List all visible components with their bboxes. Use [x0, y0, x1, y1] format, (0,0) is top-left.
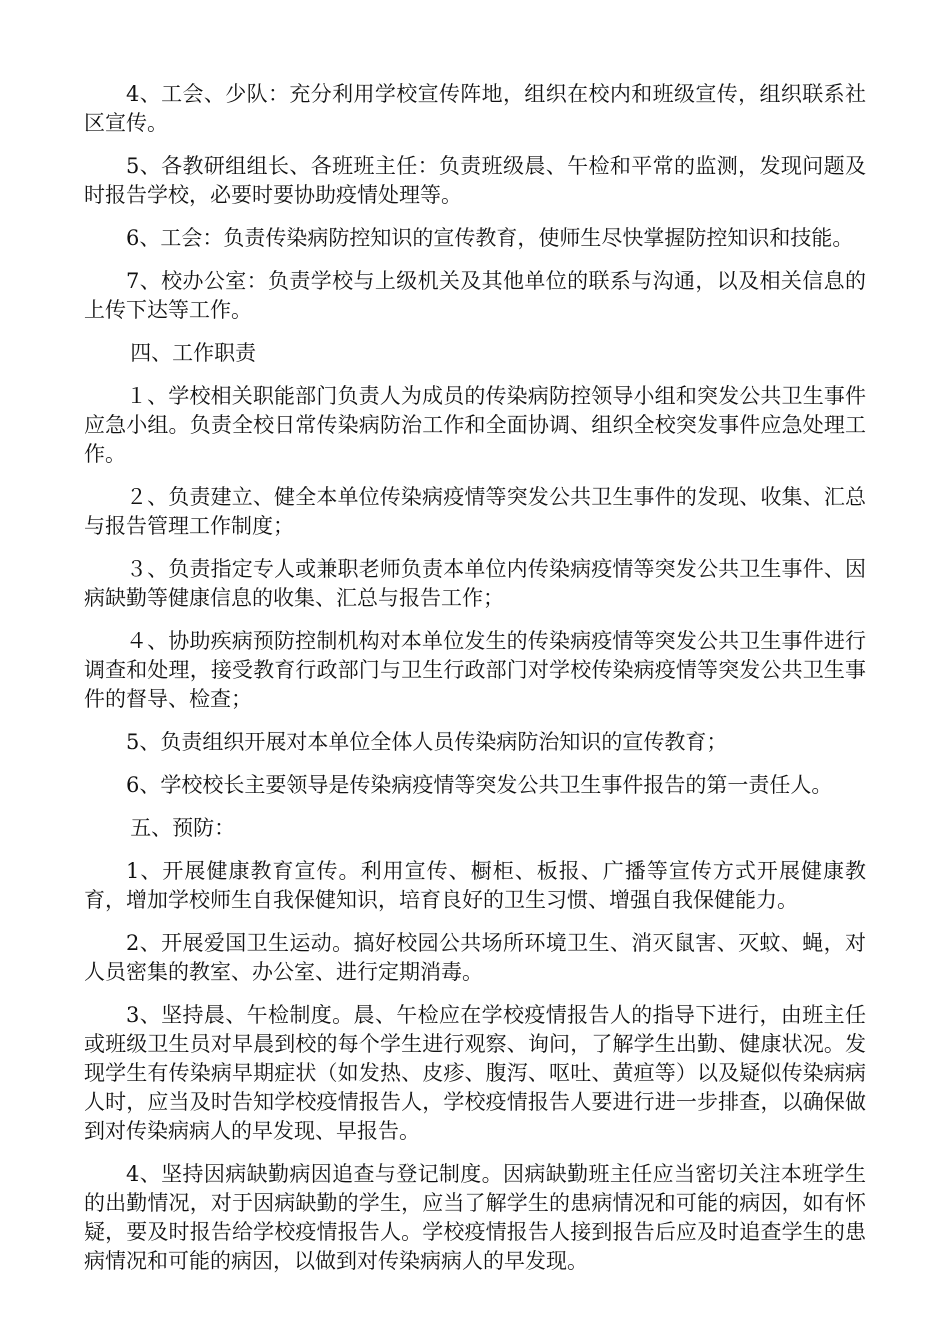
prevention-item-3: 3、坚持晨、午检制度。晨、午检应在学校疫情报告人的指导下进行，由班主任或班级卫生员对早晨到校的每个学生进行观察、询问，了解学生出勤、健康状况。发现学生有传染病早期症状（如发热、皮疹、腹泻、呕吐、黄疸等）以及疑似传染病病人时，应当及时告知学校疫情报告人，学校疫情报告人要进行进一步排查，以确保做到对传染病病人的早发现、早报告。	[84, 1003, 866, 1143]
section-heading-duties: 四、工作职责	[130, 341, 257, 365]
duty-item-4: ４、协助疾病预防控制机构对本单位发生的传染病疫情等突发公共卫生事件进行调查和处理，接受教育行政部门与卫生行政部门对学校传染病疫情等突发公共卫生事件的督导、检查；	[84, 629, 866, 711]
paragraph-teaching-groups: 5、各教研组组长、各班班主任：负责班级晨、午检和平常的监测，发现问题及时报告学校，必要时要协助疫情处理等。	[84, 154, 866, 207]
paragraph-union-youth: 4、工会、少队：充分利用学校宣传阵地，组织在校内和班级宣传，组织联系社区宣传。	[84, 82, 866, 135]
prevention-item-1: 1、开展健康教育宣传。利用宣传、橱柜、板报、广播等宣传方式开展健康教育，增加学校师生自我保健知识，培育良好的卫生习惯、增强自我保健能力。	[84, 859, 866, 912]
prevention-item-2: 2、开展爱国卫生运动。搞好校园公共场所环境卫生、消灭鼠害、灭蚊、蝇，对人员密集的教室、办公室、进行定期消毒。	[84, 931, 866, 984]
paragraph-school-office: 7、校办公室：负责学校与上级机关及其他单位的联系与沟通，以及相关信息的上传下达等工作。	[84, 269, 866, 322]
duty-item-2: ２、负责建立、健全本单位传染病疫情等突发公共卫生事件的发现、收集、汇总与报告管理工作制度；	[84, 485, 866, 538]
duty-item-3: ３、负责指定专人或兼职老师负责本单位内传染病疫情等突发公共卫生事件、因病缺勤等健康信息的收集、汇总与报告工作；	[84, 557, 866, 610]
document-page	[84, 80, 866, 1290]
prevention-item-4: 4、坚持因病缺勤病因追查与登记制度。因病缺勤班主任应当密切关注本班学生的出勤情况，对于因病缺勤的学生，应当了解学生的患病情况和可能的病因，如有怀疑，要及时报告给学校疫情报告人。学校疫情报告人接到报告后应及时追查学生的患病情况和可能的病因，以做到对传染病病人的早发现。	[84, 1162, 866, 1273]
duty-item-5: 5、负责组织开展对本单位全体人员传染病防治知识的宣传教育；	[126, 730, 728, 754]
duty-item-6: 6、学校校长主要领导是传染病疫情等突发公共卫生事件报告的第一责任人。	[126, 773, 833, 797]
section-heading-prevention: 五、预防：	[130, 816, 236, 840]
paragraph-union-education: 6、工会：负责传染病防控知识的宣传教育，使师生尽快掌握防控知识和技能。	[126, 226, 854, 250]
duty-item-1: １、学校相关职能部门负责人为成员的传染病防控领导小组和突发公共卫生事件应急小组。负责全校日常传染病防治工作和全面协调、组织全校突发事件应急处理工作。	[84, 384, 866, 466]
